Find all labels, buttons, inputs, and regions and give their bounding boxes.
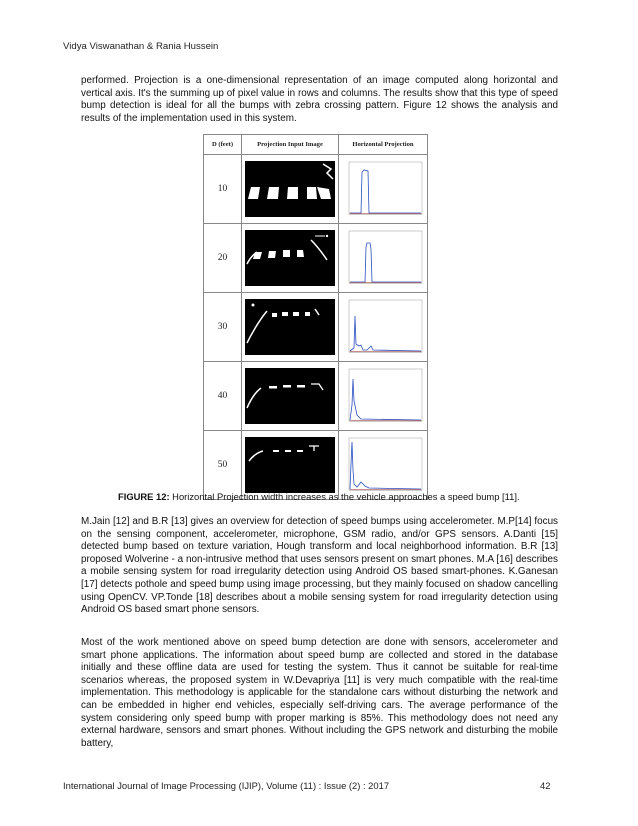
projection-plot-cell	[339, 431, 428, 500]
bump-image-50ft	[245, 437, 335, 493]
distance-cell: 10	[204, 155, 242, 224]
horizontal-projection-plot-20ft	[341, 227, 425, 289]
bump-image-40ft	[245, 368, 335, 424]
figure-row-20ft	[204, 224, 428, 293]
distance-cell: 20	[204, 224, 242, 293]
figure-row-40ft	[204, 362, 428, 431]
bump-image-30ft	[245, 299, 335, 355]
distance-cell: 50	[204, 431, 242, 500]
distance-cell: 30	[204, 293, 242, 362]
footer-page-number: 42	[540, 780, 551, 791]
figure-row-50ft	[204, 431, 428, 500]
figure-row-30ft	[204, 293, 428, 362]
running-header: Vidya Viswanathan & Rania Hussein	[63, 41, 219, 52]
projection-plot-cell	[339, 362, 428, 431]
paragraph-projection: performed. Projection is a one-dimensional representation of an image computed along horizontal and vertical axis. It's the summing up of pixel value in rows and columns. The results show that this type of speed bump detection is ideal for all the bumps with zebra crossing pattern. Figure 12 shows the analysis and results of the implementation used in this system.	[81, 75, 558, 124]
figure-12-table	[203, 134, 428, 500]
col-distance-header: D (feet)	[204, 135, 242, 155]
input-image-cell	[242, 293, 339, 362]
caption-label: FIGURE 12:	[118, 491, 170, 502]
bump-image-20ft	[245, 230, 335, 286]
horizontal-projection-plot-40ft	[341, 365, 425, 427]
input-image-cell	[242, 224, 339, 293]
figure-row-10ft	[204, 155, 428, 224]
paragraph-related-work: M.Jain [12] and B.R [13] gives an overview for detection of speed bumps using accelerometer. M.P[14] focus on the sensing component, accelerometer, microphone, GSM radio, and/or GPS sensors. A.Danti [15] detected bump based on texture variation, Hough transform and local neighborhood information. B.R [13] proposed Wolverine - a non-intrusive method that uses sensors present on smart phones. M.A [16] describes a mobile sensing system for road irregularity detection using Android OS based smart-phones. K.Ganesan [17] detects pothole and speed bump using image processing, but they mainly focused on shadow cancelling using OpenCV. VP.Tonde [18] describes about a mobile sensing system for road irregularity detection using Android OS based smart phone sensors.	[81, 516, 558, 616]
footer-journal: International Journal of Image Processing (IJIP), Volume (11) : Issue (2) : 2017	[63, 780, 390, 791]
input-image-cell	[242, 155, 339, 224]
input-image-cell	[242, 431, 339, 500]
figure-caption	[118, 491, 520, 502]
horizontal-projection-plot-50ft	[341, 434, 425, 496]
caption-text: Horizontal Projection width increases as the vehicle approaches a speed bump [11].	[169, 491, 520, 502]
projection-plot-cell	[339, 155, 428, 224]
horizontal-projection-plot-30ft	[341, 296, 425, 358]
distance-cell: 40	[204, 362, 242, 431]
horizontal-projection-plot-10ft	[341, 158, 425, 220]
projection-plot-cell	[339, 224, 428, 293]
projection-plot-cell	[339, 293, 428, 362]
paragraph-discussion: Most of the work mentioned above on speed bump detection are done with sensors, accelerometer and smart phone applications. The information about speed bump are collected and stored in the database initially and these offline data are used for testing the system. Thus it cannot be suitable for real-time scenarios whereas, the proposed system in W.Devapriya [11] is very much compatible with the real-time implementation. This methodology is applicable for the standalone cars without disturbing the network and can be embedded in higher end vehicles, especially self-driving cars. The average performance of the system considering only speed bump with proper marking is 85%. This methodology does not need any external hardware, sensors and smart phones. Without including the GPS network and disturbing the mobile battery,	[81, 637, 558, 749]
bump-image-10ft	[245, 161, 335, 217]
col-input-image-header: Projection Input Image	[242, 135, 339, 155]
input-image-cell	[242, 362, 339, 431]
col-horizontal-projection-header: Horizontal Projection	[339, 135, 428, 155]
